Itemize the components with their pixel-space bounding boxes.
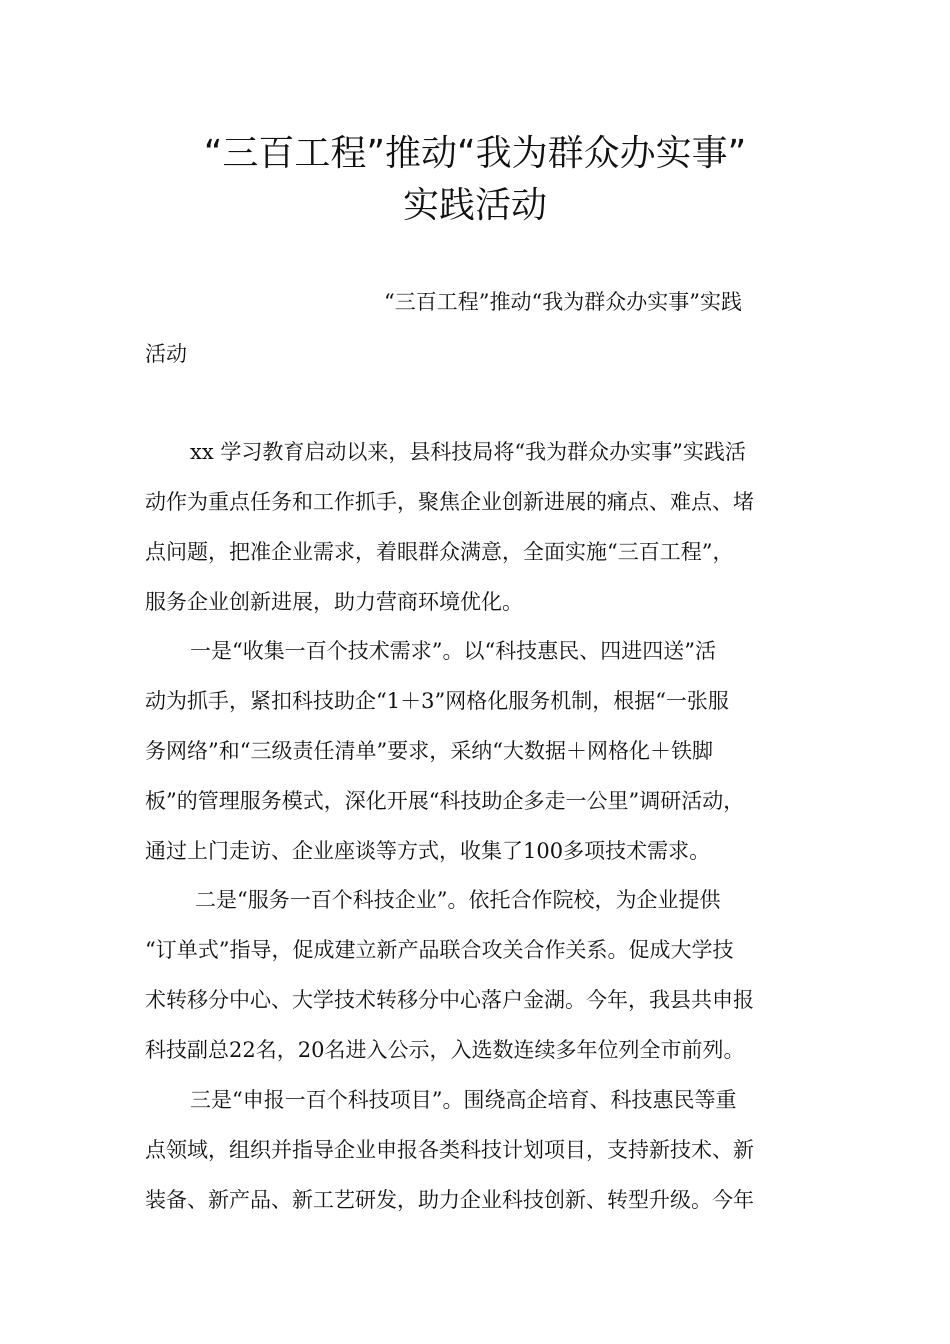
subtitle-line-2: 活动 [145,342,187,366]
paragraph-2-line-5: 通过上门走访、企业座谈等方式，收集了100多项技术需求。 [145,839,711,863]
document-title-line-1: “三百工程”推动“我为群众办实事” [203,133,747,174]
document-title-line-2: 实践活动 [402,185,547,226]
paragraph-1-line-3: 点问题，把准企业需求，着眼群众满意，全面实施“三百工程”， [145,540,734,564]
paragraph-3-line-3: 术转移分中心、大学技术转移分中心落户金湖。今年，我县共申报 [145,988,754,1012]
paragraph-3-line-1: 二是“服务一百个科技企业”。依托合作院校，为企业提供 [195,888,721,912]
paragraph-2-line-2: 动为抓手，紧扣科技助企“1＋3”网格化服务机制，根据“一张服 [145,689,729,713]
paragraph-3-line-4: 科技副总22名，20名进入公示，入选数连续多年位列全市前列。 [145,1038,745,1062]
paragraph-2-line-1: 一是“收集一百个技术需求”。以“科技惠民、四进四送”活 [190,639,716,663]
paragraph-2-line-3: 务网络”和“三级责任清单”要求，采纳“大数据＋网格化＋铁脚 [145,739,713,763]
paragraph-4-line-3: 装备、新产品、新工艺研发，助力企业科技创新、转型升级。今年 [145,1188,754,1212]
subtitle-line-1: “三百工程”推动“我为群众办实事”实践 [384,290,742,314]
paragraph-4-line-1: 三是“申报一百个科技项目”。围绕高企培育、科技惠民等重 [190,1088,737,1112]
paragraph-1-line-1: xx 学习教育启动以来，县科技局将“我为群众办实事”实践活 [190,440,746,464]
paragraph-1-line-4: 服务企业创新进展，助力营商环境优化。 [145,590,523,614]
paragraph-2-line-4: 板”的管理服务模式，深化开展“科技助企多走一公里”调研活动， [145,789,745,813]
paragraph-4-line-2: 点领域，组织并指导企业申报各类科技计划项目，支持新技术、新 [145,1138,754,1162]
paragraph-1-line-2: 动作为重点任务和工作抓手，聚焦企业创新进展的痛点、难点、堵 [145,490,754,514]
paragraph-3-line-2: “订单式”指导，促成建立新产品联合攻关合作关系。促成大学技 [145,938,734,962]
